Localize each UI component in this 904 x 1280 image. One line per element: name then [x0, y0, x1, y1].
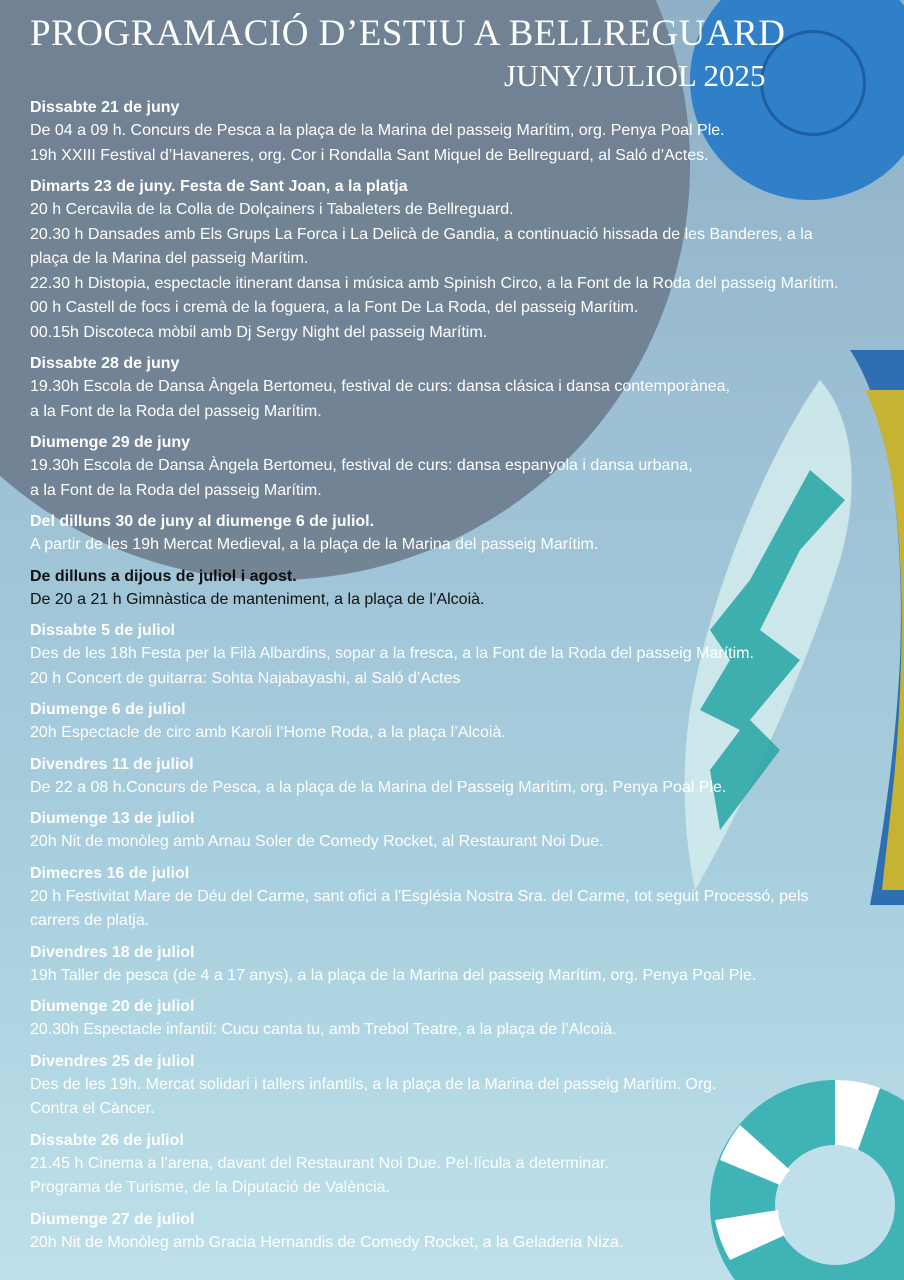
- event-item: [30, 566, 902, 613]
- event-item: [30, 176, 902, 345]
- event-item: [30, 620, 902, 691]
- event-detail-line: 20h Espectacle de circ amb Karoli l’Home Roda, a la plaça l’Alcoià.: [30, 724, 506, 741]
- event-date: Diumenge 29 de juny: [30, 434, 191, 451]
- page-title: PROGRAMACIÓ D’ESTIU A BELLREGUARD: [30, 13, 786, 54]
- event-detail-line: De 04 a 09 h. Concurs de Pesca a la plaça de la Marina del passeig Marítim, org. Penya Poal Ple.: [30, 122, 725, 139]
- event-detail-line: 20 h Concert de guitarra: Sohta Najabayashi, al Saló d’Actes: [30, 669, 461, 687]
- event-item: [30, 432, 902, 503]
- event-detail-line: 20h Nit de monòleg amb Arnau Soler de Comedy Rocket, al Restaurant Noi Due.: [30, 833, 604, 850]
- page-subtitle: JUNY/JULIOL 2025: [504, 58, 766, 93]
- event-detail-line: 19.30h Escola de Dansa Àngela Bertomeu, festival de curs: dansa clásica i dansa contemporànea,: [30, 378, 730, 395]
- event-date: Dimecres 16 de juliol: [30, 864, 190, 882]
- event-date: Diumenge 13 de juliol: [30, 810, 195, 827]
- event-item: [30, 808, 902, 855]
- event-detail-line: 19.30h Escola de Dansa Àngela Bertomeu, festival de curs: dansa espanyola i dansa urbana,: [30, 457, 693, 474]
- event-item: [30, 996, 902, 1043]
- event-detail-line: 20 h Cercavila de la Colla de Dolçainers i Tabaleters de Bellreguard.: [30, 201, 514, 218]
- event-date: Diumenge 27 de juliol: [30, 1210, 195, 1228]
- event-detail-line: 20.30 h Dansades amb Els Grups La Forca i La Delicà de Gandia, a continuació hissada de les Banderes, a la: [30, 225, 813, 243]
- event-detail-line: A partir de les 19h Mercat Medieval, a la plaça de la Marina del passeig Marítim.: [30, 536, 599, 553]
- event-item: [30, 353, 902, 424]
- event-detail-line: 20h Nit de Monòleg amb Gracia Hernandis de Comedy Rocket, a la Geladeria Niza.: [30, 1233, 624, 1251]
- event-detail-line: De 20 a 21 h Gimnàstica de manteniment, a la plaça de l’Alcoià.: [30, 590, 485, 608]
- event-detail-line: carrers de platja.: [30, 912, 150, 929]
- event-date: Dissabte 21 de juny: [30, 99, 180, 116]
- event-detail-line: Programa de Turisme, de la Diputació de València.: [30, 1179, 390, 1196]
- event-date: Divendres 18 de juliol: [30, 943, 195, 961]
- event-detail-line: 19h Taller de pesca (de 4 a 17 anys), a la plaça de la Marina del passeig Marítim, org. Penya Poal Ple.: [30, 966, 757, 984]
- event-list: [30, 97, 902, 1263]
- event-item: [30, 863, 902, 934]
- event-detail-line: Des de les 18h Festa per la Filà Albardins, sopar a la fresca, a la Font de la Roda del passeig Marítim.: [30, 645, 754, 662]
- event-date: Divendres 11 de juliol: [30, 755, 194, 773]
- event-date: Dissabte 28 de juny: [30, 355, 180, 372]
- event-item: [30, 699, 902, 746]
- event-item: [30, 1051, 902, 1122]
- event-item: [30, 511, 902, 558]
- event-item: [30, 1130, 902, 1201]
- event-detail-line: a la Font de la Roda del passeig Marítim.: [30, 402, 322, 420]
- event-detail-line: plaça de la Marina del passeig Marítim.: [30, 250, 309, 267]
- event-detail-line: 19h XXIII Festival d’Havaneres, org. Cor i Rondalla Sant Miquel de Bellreguard, al Saló d’Actes.: [30, 146, 709, 164]
- event-detail-line: 22.30 h Distopia, espectacle itinerant dansa i música amb Spinish Circo, a la Font de la Roda del passeig Marítim.: [30, 274, 839, 292]
- event-detail-line: 00.15h Discoteca mòbil amb Dj Sergy Night del passeig Marítim.: [30, 323, 488, 341]
- event-date: Diumenge 6 de juliol: [30, 701, 186, 718]
- event-date: Dissabte 5 de juliol: [30, 622, 175, 639]
- event-item: [30, 942, 902, 989]
- event-detail-line: Contra el Càncer.: [30, 1100, 155, 1117]
- event-item: [30, 1209, 902, 1256]
- event-detail-line: 20 h Festivitat Mare de Déu del Carme, sant ofici a l'Església Nostra Sra. del Carme, tot seguit Processó, pels: [30, 887, 809, 905]
- event-detail-line: Des de les 19h. Mercat solidari i tallers infantils, a la plaça de la Marina del passeig Marítim. Org.: [30, 1075, 717, 1093]
- event-date: De dilluns a dijous de juliol i agost.: [30, 567, 297, 585]
- event-detail-line: 21.45 h Cinema a l’arena, davant del Restaurant Noi Due. Pel·lícula a determinar.: [30, 1154, 609, 1172]
- event-date: Diumenge 20 de juliol: [30, 998, 195, 1015]
- event-date: Divendres 25 de juliol: [30, 1052, 195, 1070]
- event-detail-line: 00 h Castell de focs i cremà de la foguera, a la Font De La Roda, del passeig Marítim.: [30, 299, 639, 316]
- event-detail-line: 20.30h Espectacle infantil: Cucu canta tu, amb Trebol Teatre, a la plaça de l’Alcoià.: [30, 1021, 617, 1038]
- event-date: Del dilluns 30 de juny al diumenge 6 de juliol.: [30, 513, 375, 530]
- event-item: [30, 97, 902, 168]
- event-date: Dimarts 23 de juny. Festa de Sant Joan, a la platja: [30, 178, 408, 195]
- event-detail-line: De 22 a 08 h.Concurs de Pesca, a la plaça de la Marina del Passeig Marítim, org. Penya Poal Ple.: [30, 778, 727, 796]
- event-date: Dissabte 26 de juliol: [30, 1131, 184, 1149]
- event-item: [30, 754, 902, 801]
- event-detail-line: a la Font de la Roda del passeig Marítim.: [30, 481, 322, 499]
